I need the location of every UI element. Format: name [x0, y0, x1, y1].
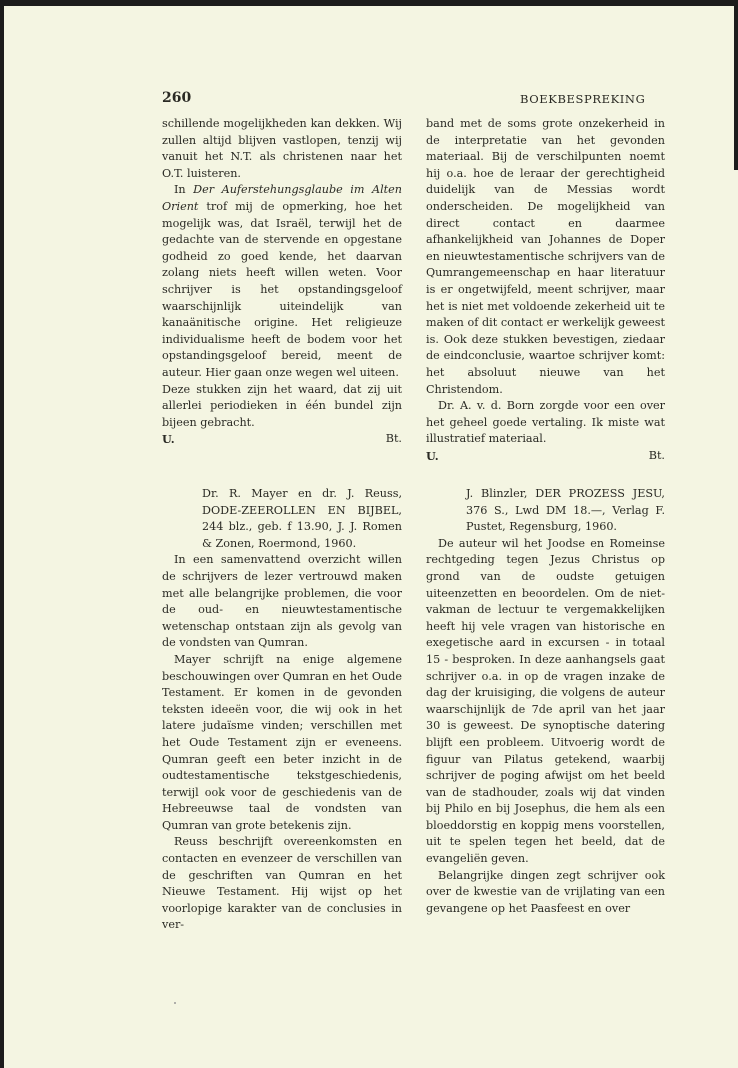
review-1-continuation: [162, 116, 402, 448]
review-3: [162, 486, 402, 934]
review-4-paragraph: De auteur wil het Joodse en Romeinse rechtgeding tegen Jezus Christus op grond van de oudste getuigen uiteenzetten en beoordelen. Om de niet-vakman de lectuur te vergemakkelijken heeft hij vele vragen van historische en exegetische aard in excursen - in totaal 15 - besproken. In deze aanhangsels gaat schrijver o.a. in op de vragen inzake de dag der kruisiging, die volgens de auteur waarschijnlijk de 7de april van het jaar 30 is geweest. De synoptische datering blijft een probleem. Uitvoerig wordt de figuur van Pilatus getekend, waarbij schrijver de poging afwijst om het beeld van de stadhouder, zoals wij dat vinden bij Philo en bij Josephus, die hem als een bloeddorstig en koppig mens voorstellen, uit te spelen tegen het beeld, dat de evangeliën geven.: [426, 536, 665, 866]
review-2-paragraph: Dr. A. v. d. Born zorgde voor een over het geheel goede vertaling. Ik miste wat illustratief materiaal.: [426, 399, 665, 446]
signature-name: Bt.: [385, 432, 402, 446]
review-2-continuation: [426, 116, 665, 464]
review-4-paragraph: Belangrijke dingen zegt schrijver ook over de kwestie van de vrijlating van een gevangene op het Paasfeest en over: [426, 868, 665, 915]
page-number: 260: [162, 90, 192, 106]
review-3-reference: Dr. R. Mayer en dr. J. Reuss, DODE-ZEEROLLEN EN BIJBEL, 244 blz., geb. f 13.90, J. J. Romen & Zonen, Roermond, 1960.: [202, 487, 402, 550]
text-run: trof mij de opmerking, hoe het mogelijk was, dat Israël, terwijl het de gedachte van de stervende en opgestane godheid zo goed kende, het daarvan zolang niets heeft willen weten. Voor schrijver is het opstandingsgeloof waarschijnlijk uiteindelijk van kanaänitische origine. Het religieuze individualisme heeft de bodem voor het opstandingsgeloof bereid, meent de auteur. Hier gaan onze wegen wel uiteen.: [162, 199, 402, 379]
scan-border-right: [734, 0, 738, 170]
review-3-paragraph: Reuss beschrijft overeenkomsten en contacten en evenzeer de verschillen van de geschriften van Qumran en het Nieuwe Testament. Hij wijst op het voorlopige karakter van de conclusies in ver-: [162, 835, 402, 932]
scan-speck: [174, 1002, 176, 1004]
review-3-paragraph: Mayer schrijft na enige algemene beschouwingen over Qumran en het Oude Testament. Er komen in de gevonden teksten ideeën voor, die wij ook in het latere judaïsme vinden; verschillen met het Oude Testament zijn er eveneens. Qumran geeft een beter inzicht in de oudtestamentische tekstgeschiedenis, terwijl ook voor de geschiedenis van de Hebreeuwse taal de vondsten van Qumran van grote betekenis zijn.: [162, 652, 402, 832]
review-1-paragraph: Deze stukken zijn het waard, dat zij uit allerlei periodieken in één bundel zijn bijeen gebracht.: [162, 382, 402, 429]
review-1-signature: [162, 431, 402, 448]
text-run: In: [174, 183, 194, 197]
signature-initial: U.: [426, 448, 439, 463]
review-2-signature: [426, 448, 665, 465]
running-head: BOEKBESPREKING: [520, 92, 646, 106]
review-2-paragraph: band met de soms grote onzekerheid in de interpretatie van het gevonden materiaal. Bij de verschilpunten noemt hij o.a. hoe de leraar der gerechtigheid duidelijk van de Messias wordt onderscheiden. De mogelijkheid van direct contact en daarmee afhankelijkheid van Johannes de Doper en nieuwtestamentische schrijvers van de Qumrangemeenschap en haar literatuur is er ongetwijfeld, meent schrijver, maar het is niet met voldoende zekerheid uit te maken of dit contact er werkelijk geweest is. Ook deze stukken bevestigen, ziedaar de eindconclusie, waartoe schrijver komt: het absoluut nieuwe van het Christendom.: [426, 117, 665, 396]
book-title: Der Auferstehungsglaube im Alten Orient: [162, 183, 402, 213]
review-1-paragraph: [162, 182, 402, 381]
review-3-paragraph: In een samenvattend overzicht willen de schrijvers de lezer vertrouwd maken met alle belangrijke problemen, die voor de oud- en nieuwtestamentische wetenschap ontstaan zijn als gevolg van de vondsten van Qumran.: [162, 553, 402, 650]
review-4: [426, 486, 665, 917]
scan-border-top: [0, 0, 738, 6]
review-4-reference: J. Blinzler, DER PROZESS JESU, 376 S., Lwd DM 18.—, Verlag F. Pustet, Regensburg, 1960.: [466, 487, 665, 534]
scan-border-left: [0, 0, 4, 1068]
review-1-paragraph: schillende mogelijkheden kan dekken. Wij zullen altijd blijven vastlopen, tenzij wij vanuit het N.T. als christenen naar het O.T. luisteren.: [162, 117, 402, 180]
signature-name: Bt.: [648, 448, 665, 462]
signature-initial: U.: [162, 432, 175, 447]
